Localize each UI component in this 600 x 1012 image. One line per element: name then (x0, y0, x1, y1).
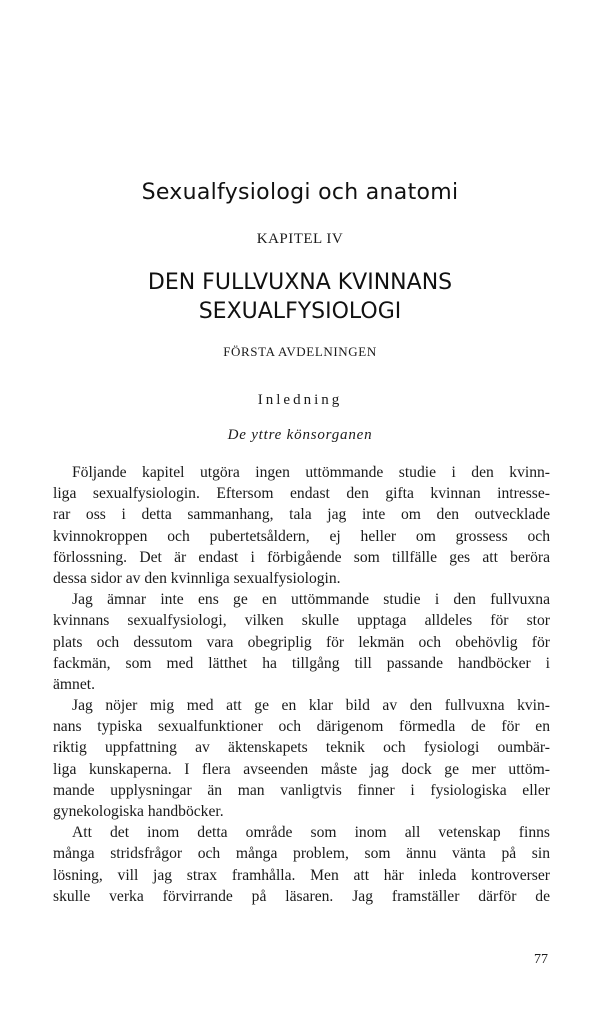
text-line: kvinnokroppen och pubertetsåldern, ej heller om grossess och (53, 527, 550, 545)
chapter-label: KAPITEL IV (256, 231, 344, 247)
text-line: fackmän, som med lätthet ha tillgång till passande handböcker i (53, 654, 550, 672)
text-line: dessa sidor av den kvinnliga sexualfysiologin. (53, 569, 341, 587)
chapter-title-line-1: DEN FULLVUXNA KVINNANS (147, 270, 453, 295)
text-line: mande upplysningar än man vanligtvis finner i fysiologiska eller (53, 781, 550, 799)
text-line: nans typiska sexualfunktioner och därigenom förmedla de för en (53, 718, 550, 736)
text-line: kvinnans sexualfysiologi, vilken skulle upptaga alldeles för stor (53, 612, 550, 630)
text-line: liga sexualfysiologin. Eftersom endast den gifta kvinnan intresse- (53, 485, 550, 503)
text-line: gynekologiska handböcker. (53, 803, 224, 820)
page-number: 77 (534, 952, 548, 967)
text-line: liga kunskaperna. I flera avseenden måste jag dock ge mer uttöm- (53, 760, 550, 778)
subheading: De yttre könsorganen (227, 427, 373, 443)
text-line: förlossning. Det är endast i förbigående som tillfälle ges att beröra (53, 548, 550, 566)
subsection-title: Inledning (257, 392, 343, 408)
text-line: lösning, vill jag strax framhålla. Men att här inleda kontroverser (53, 866, 550, 884)
section-label: FÖRSTA AVDELNINGEN (223, 344, 377, 359)
text-line: Följande kapitel utgöra ingen uttömmande studie i den kvinn- (72, 464, 550, 481)
text-line: riktig uppfattning av äktenskapets teknik och fysiologi oumbär- (53, 739, 550, 757)
part-title: Sexualfysiologi och anatomi (141, 180, 459, 205)
text-line: skulle verka förvirrande på läsaren. Jag framställer därför de (53, 887, 550, 905)
body-text (53, 462, 550, 907)
text-line: plats och dessutom vara obegriplig för lekmän och obehövlig för (53, 633, 550, 651)
chapter-title-line-2: SEXUALFYSIOLOGI (198, 299, 402, 324)
text-line: Jag ämnar inte ens ge en uttömmande studie i den fullvuxna (72, 591, 550, 609)
text-line: ämnet. (53, 675, 95, 693)
text-line: Att det inom detta område som inom all vetenskap finns (72, 824, 550, 842)
text-line: rar oss i detta sammanhang, tala jag inte om den outvecklade (53, 506, 550, 524)
chapter-title (0, 268, 600, 326)
text-line: många stridsfrågor och många problem, som ännu vänta på sin (53, 845, 550, 863)
text-line: Jag nöjer mig med att ge en klar bild av den fullvuxna kvin- (72, 697, 550, 715)
